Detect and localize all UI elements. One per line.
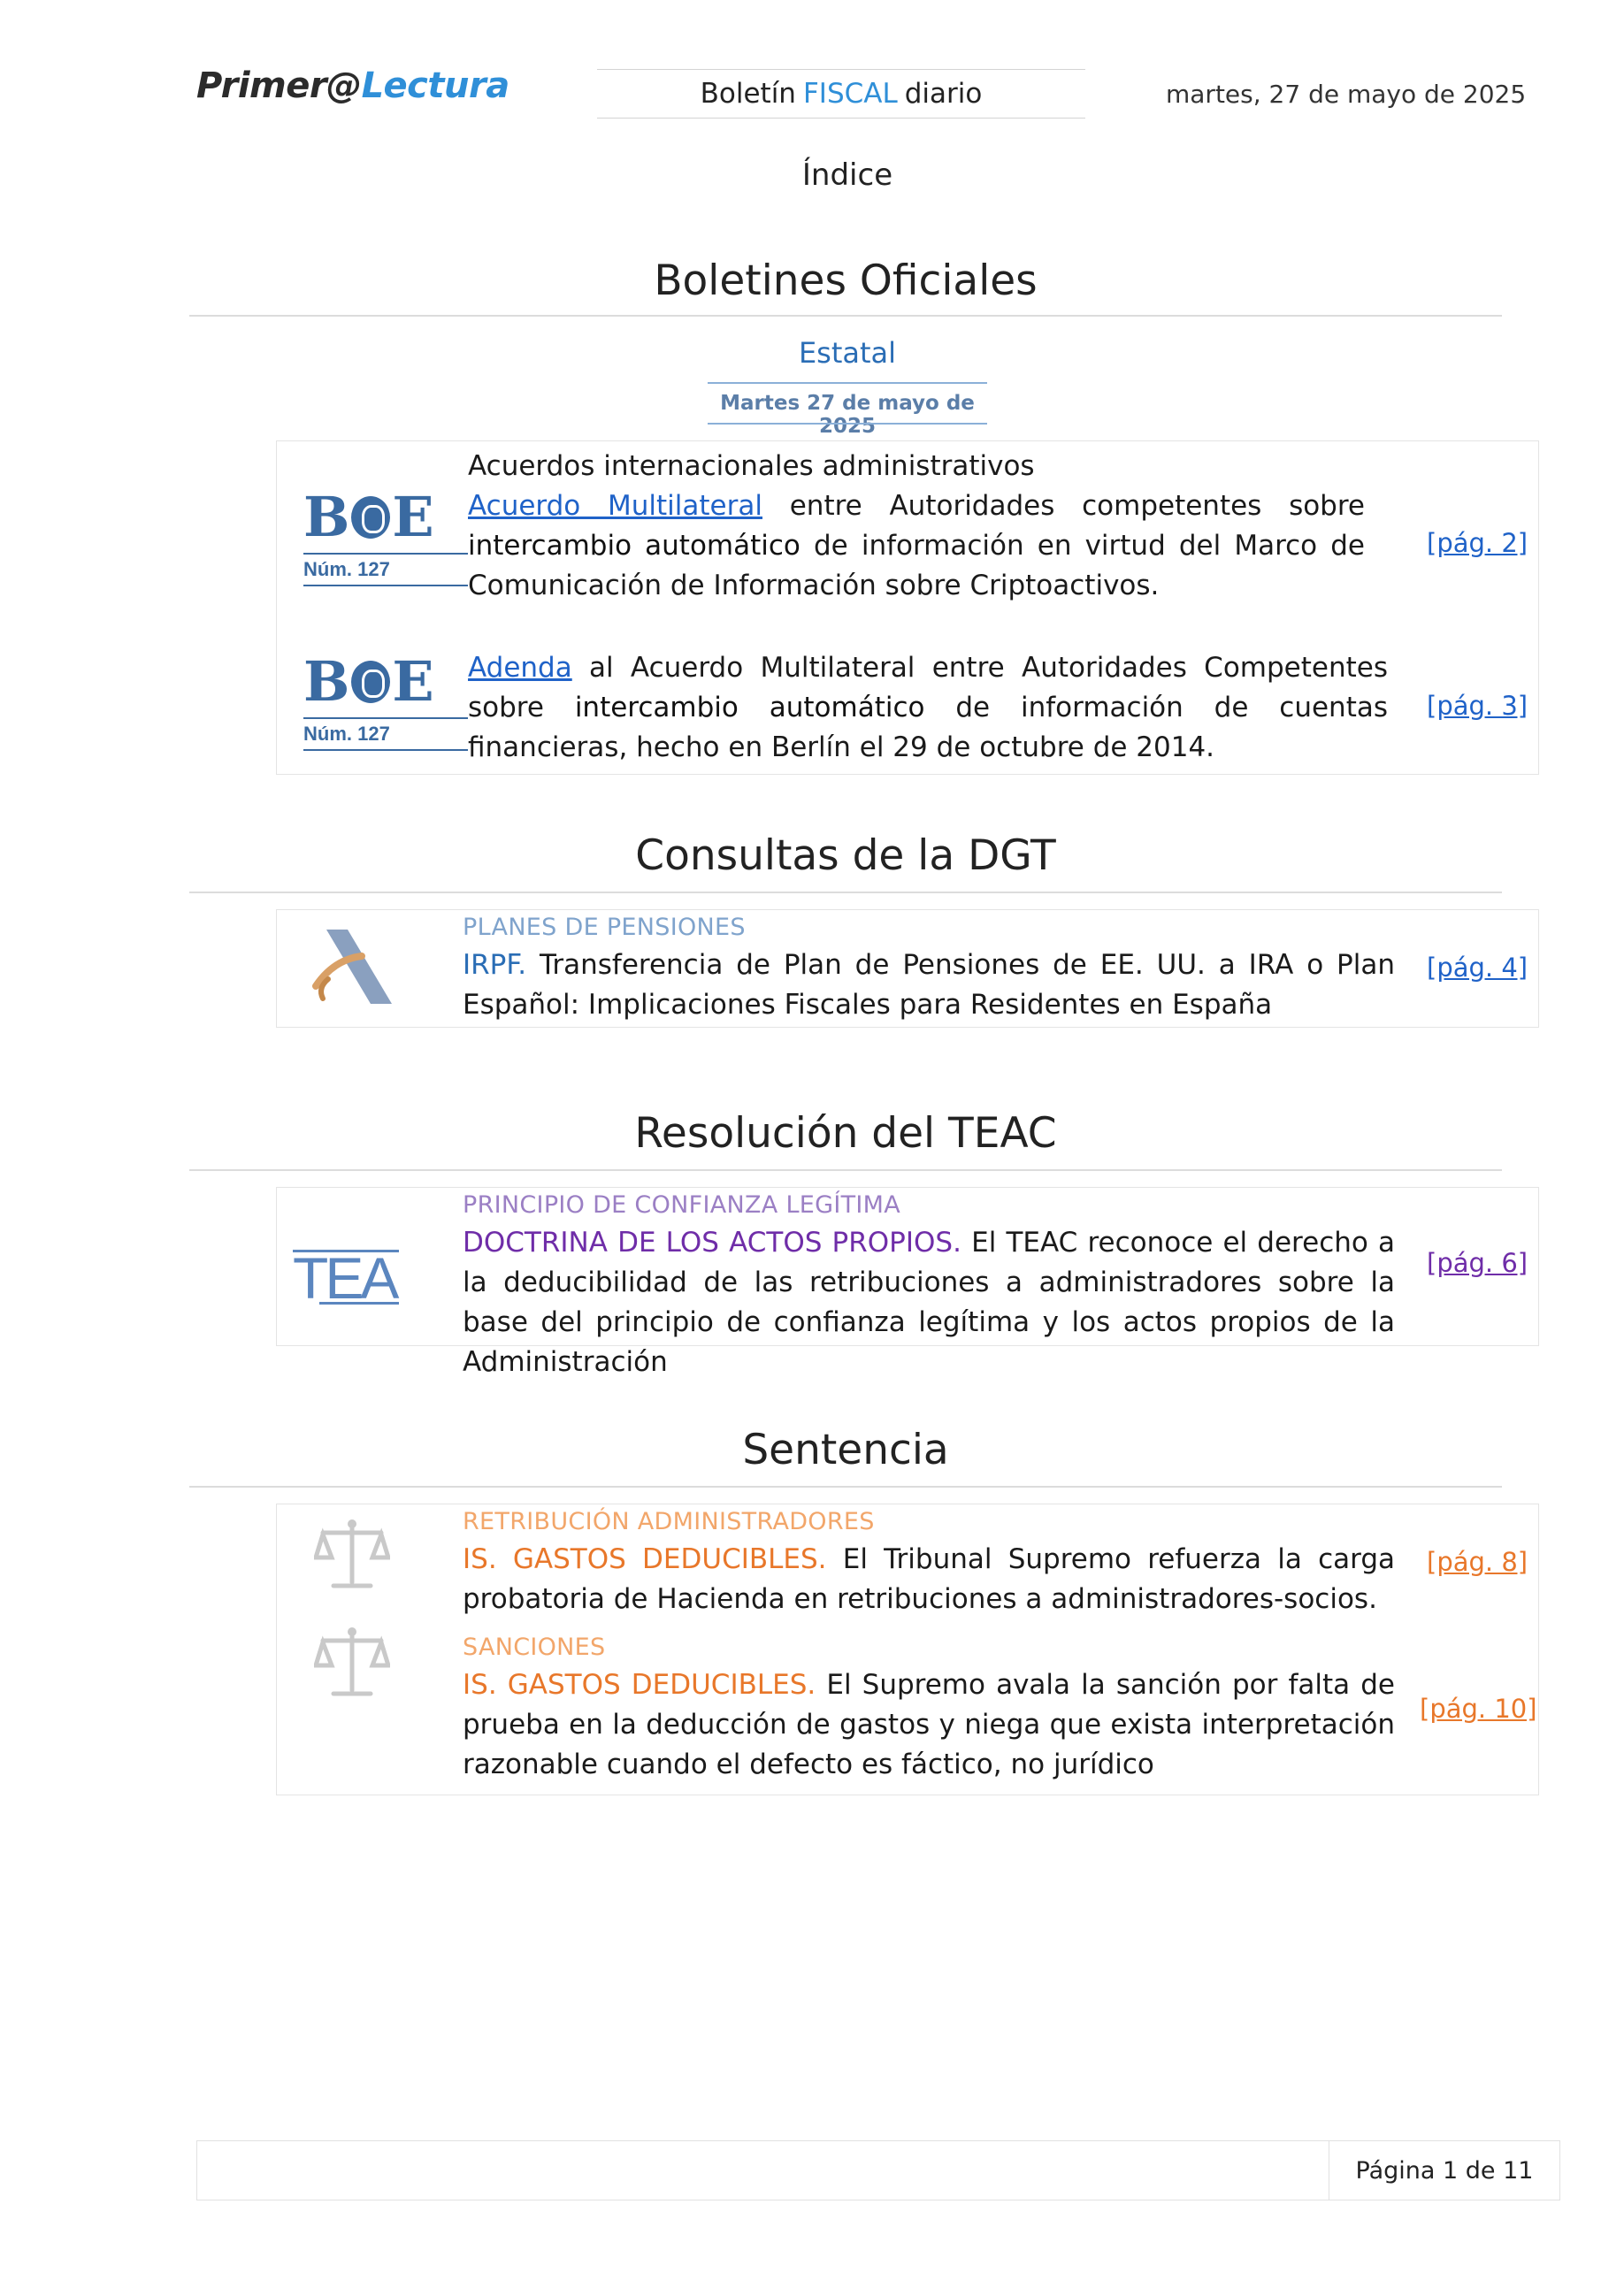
section-title-boletines: Boletines Oficiales	[654, 256, 1038, 305]
acuerdo-multilateral-link[interactable]: Acuerdo Multilateral	[468, 490, 762, 522]
page-number: Página 1 de 11	[1329, 2141, 1559, 2200]
bulletin-date-label: Martes 27 de mayo de 2025	[720, 392, 975, 438]
section-divider	[189, 1169, 1502, 1171]
coat-of-arms-icon	[351, 661, 390, 703]
primera-lectura-logo: Primer@Lectura	[196, 65, 509, 106]
subsection-title-estatal: Estatal	[798, 336, 897, 370]
section-divider	[189, 1486, 1502, 1488]
section-title-teac: Resolución del TEAC	[634, 1109, 1057, 1158]
page-link-10[interactable]: [pág. 10]	[1420, 1694, 1537, 1724]
sentencia-entries-card	[276, 1504, 1539, 1795]
agencia-tributaria-icon	[307, 922, 404, 1011]
boe-entry-1: Acuerdos internacionales administrativos Acuerdo Multilateral entre Autoridades competentes sobre intercambio automático de información en virtud del Marco de Comunicación de Información sobre Criptoactivos.	[468, 447, 1365, 606]
section-title-sentencia: Sentencia	[742, 1426, 949, 1474]
index-title: Índice	[801, 157, 893, 193]
page-link-8[interactable]: [pág. 8]	[1427, 1547, 1528, 1577]
subsection-divider	[708, 382, 987, 384]
boe-logo: B E Núm. 127	[303, 493, 468, 586]
section-divider	[189, 892, 1502, 893]
page-link-6[interactable]: [pág. 6]	[1427, 1248, 1528, 1278]
scales-of-justice-icon	[314, 1625, 390, 1701]
boe-entry-2: Adenda al Acuerdo Multilateral entre Autoridades Competentes sobre intercambio automático de información de cuentas financieras, hecho en Berlín el 29 de octubre de 2014.	[468, 652, 1389, 763]
sentencia-entry-2: IS. GASTOS DEDUCIBLES. El Supremo avala la sanción por falta de prueba en la deducción de gastos y niega que exista interpretación razonable cuando el defecto es fáctico, no jurídico	[463, 1669, 1395, 1780]
coat-of-arms-icon	[351, 496, 390, 539]
dgt-topic: PLANES DE PENSIONES	[463, 914, 746, 941]
boe-entries-card	[276, 440, 1539, 775]
teac-entry-card	[276, 1187, 1539, 1378]
subsection-divider	[708, 423, 987, 425]
boe-logo: B E Núm. 127	[303, 657, 468, 751]
page-link-2[interactable]: [pág. 2]	[1427, 528, 1528, 558]
dgt-entry-card	[276, 909, 1539, 1028]
sentencia-entry-1: IS. GASTOS DEDUCIBLES. El Tribunal Supremo refuerza la carga probatoria de Hacienda en retribuciones a administradores-socios.	[463, 1543, 1395, 1615]
teac-topic: PRINCIPIO DE CONFIANZA LEGÍTIMA	[463, 1191, 901, 1219]
page-footer	[196, 2140, 1560, 2200]
adenda-link[interactable]: Adenda	[468, 652, 572, 684]
page-link-3[interactable]: [pág. 3]	[1427, 691, 1528, 721]
bulletin-title: Boletín FISCAL diario	[597, 69, 1085, 119]
entry-heading: Acuerdos internacionales administrativos	[468, 450, 1035, 482]
page-link-4[interactable]: [pág. 4]	[1427, 953, 1528, 983]
sentencia-topic-2: SANCIONES	[463, 1634, 606, 1661]
dgt-entry-text: IRPF. Transferencia de Plan de Pensiones de EE. UU. a IRA o Plan Español: Implicaciones Fiscales para Residentes en España	[463, 949, 1395, 1021]
scales-of-justice-icon	[314, 1517, 390, 1593]
sentencia-topic-1: RETRIBUCIÓN ADMINISTRADORES	[463, 1508, 875, 1535]
tea-logo: TEA	[293, 1244, 395, 1312]
header-date: martes, 27 de mayo de 2025	[1166, 80, 1527, 109]
section-title-dgt: Consultas de la DGT	[635, 831, 1056, 880]
teac-entry-text: DOCTRINA DE LOS ACTOS PROPIOS. El TEAC reconoce el derecho a la deducibilidad de las retribuciones a administradores sobre la base del principio de confianza legítima y los actos propios de la Administración	[463, 1227, 1395, 1378]
section-divider	[189, 315, 1502, 317]
